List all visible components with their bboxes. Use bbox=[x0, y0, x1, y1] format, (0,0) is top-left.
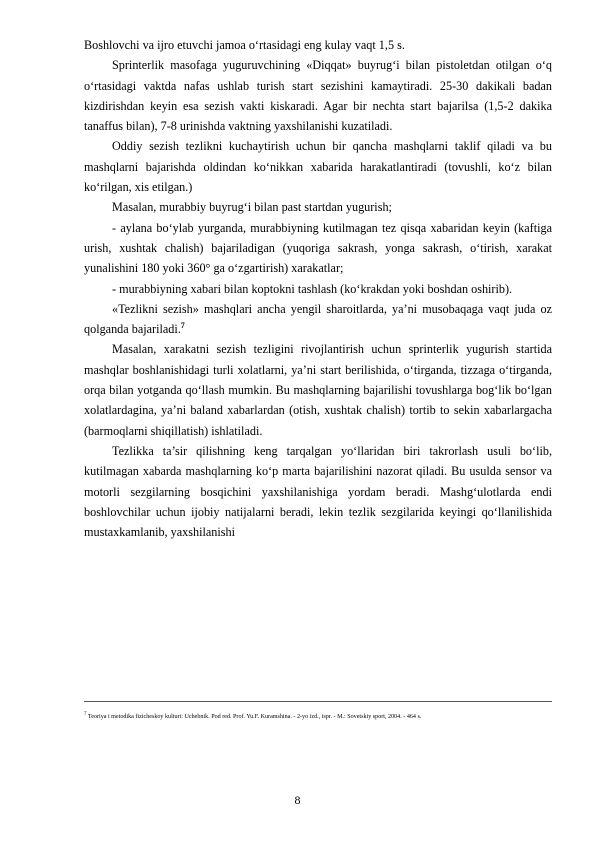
paragraph-9: Tezlikka ta’sir qilishning keng tarqalgan yo‘llaridan biri takrorlash usuli bo‘lib, kutilmagan xabarda mashqlarning ko‘p marta bajarilishini nazorat qiladi. Bu usulda sensor va motorli sezgilarning bosqichini yaxshilanishiga yordam beradi. Mashg‘ulotlarda endi boshlovchilar uchun ijobiy natijalarni beradi, lekin tezlik sezgilarida keyingi qo‘llanilishida mustaxkamlanib, yaxshilanishi bbox=[84, 443, 552, 540]
paragraph-1: Boshlovchi va ijro etuvchi jamoa o‘rtasidagi eng kulay vaqt 1,5 s. bbox=[84, 38, 405, 52]
footnote-reference[interactable]: 7 bbox=[180, 321, 185, 331]
body-text bbox=[84, 35, 552, 542]
paragraph-8: Masalan, xarakatni sezish tezligini rivojlantirish uchun sprinterlik yugurish startida mashqlar boshlanishidagi turli xolatlarni, ya’ni start berilishida, o‘tirganda, tizzaga o‘tirganda, orqa bilan yotganda qo‘llash mumkin. Bu mashqlarning bajarilishi tovushlarga bog‘lik bo‘lgan xolatlardagina, ya’ni baland xabarlardan (otish, xushtak chalish) tortib to sekin xabarlargacha (barmoqlarni shiqillatish) ishlatiladi. bbox=[84, 342, 552, 438]
page-number: 8 bbox=[294, 793, 301, 807]
paragraph-7-text: «Tezlikni sezish» mashqlari ancha yengil sharoitlarda, ya’ni musobaqaga vaqt juda oz qolganda bajariladi. bbox=[84, 301, 552, 337]
footnote-divider bbox=[84, 701, 552, 702]
paragraph-7 bbox=[84, 299, 552, 340]
paragraph-4: Masalan, murabbiy buyrug‘i bilan past startdan yugurish; bbox=[112, 200, 392, 215]
footnote bbox=[84, 713, 554, 721]
paragraph-5: - aylana bo‘ylab yurganda, murabbiyning kutilmagan tez qisqa xabaridan keyin (kaftiga urish, xushtak chalish) bajariladigan (yuqoriga sakrash, yonga sakrash, o‘tirish, xarakat yunalishini 180 yoki 360° ga o‘zgartirish) xarakatlar; bbox=[84, 220, 552, 276]
footnote-text: Teoriya i metodika fizicheskoy kulturi: Uchebnik. Pod red. Prof. Yu.F. Kuramshina. - 2-yo izd., ispr. - M.: Sovetskiy sport, 2004. - 464 s. bbox=[87, 714, 422, 720]
footnote-marker: 7 bbox=[84, 711, 87, 717]
paragraph-3: Oddiy sezish tezlikni kuchaytirish uchun bir qancha mashqlarni taklif qiladi va bu mashqlarni bajarishda oldindan ko‘nikkan xabarida harakatlantiradi (tovushli, ko‘z bilan ko‘rilgan, xis etilgan.) bbox=[84, 139, 552, 195]
paragraph-6: - murabbiyning xabari bilan koptokni tashlash (ko‘krakdan yoki boshdan oshirib). bbox=[112, 281, 513, 296]
paragraph-2: Sprinterlik masofaga yuguruvchining «Diqqat» buyrug‘i bilan pistoletdan otilgan o‘q o‘rtasidagi vaktda nafas ushlab turish start sezishini kamaytiradi. 25-30 dakikali badan kizdirishdan keyin esa sezish vakti kiskaradi. Agar bir nechta start bajarilsa (1,5-2 dakika tanaffus bilan), 7-8 urinishda vaktning yaxshilanishi kuzatiladi. bbox=[84, 58, 552, 134]
